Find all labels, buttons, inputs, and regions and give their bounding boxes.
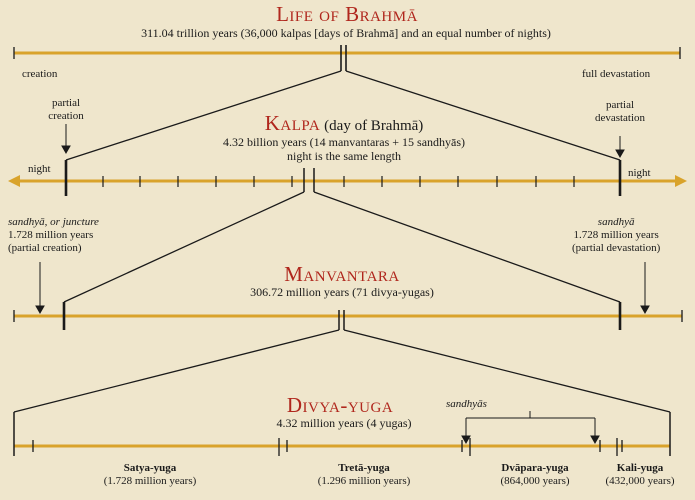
night-label-left: night — [28, 163, 51, 175]
kalpa-title: Kalpa — [264, 111, 321, 135]
creation-label: creation — [22, 68, 58, 80]
manvantara-duration: 306.72 million years (71 divya-yugas) — [250, 285, 434, 299]
manvantara-timeline — [14, 302, 682, 330]
arrow-head-icon — [591, 436, 599, 443]
partial-devastation-label: partial devastation — [594, 99, 646, 124]
kalpa-title-suffix: (day of Brahmā) — [324, 118, 424, 134]
full-devastation-label: full devastation — [582, 68, 651, 80]
sandhya-right-label: sandhyā 1.728 million years (partial devastation) — [572, 216, 661, 254]
manvantara-title: Manvantara — [284, 262, 400, 286]
kalpa-duration: 4.32 billion years (14 manvantaras + 15 sandhyās) — [222, 135, 466, 149]
partial-creation-label: partial creation — [48, 97, 84, 122]
kalpa-timeline — [8, 160, 687, 196]
yuga-satya: Satya-yuga (1.728 million years) — [103, 462, 197, 487]
arrow-head-icon — [641, 306, 649, 313]
sandhyas-label: sandhyās — [446, 398, 487, 410]
brahma-subtitle: 311.04 trillion years (36,000 kalpas [days of Brahmā] and an equal number of nights) — [141, 26, 551, 40]
yuga-treta: Tretā-yuga (1.296 million years) — [317, 462, 411, 487]
divya-yuga-title: Divya-yuga — [286, 393, 394, 417]
arrow-head-icon — [62, 146, 70, 153]
arrow-head-icon — [462, 436, 470, 443]
yuga-kali: Kali-yuga (432,000 years) — [605, 462, 675, 487]
arrow-head-icon — [616, 150, 624, 157]
divya-yuga-duration: 4.32 million years (4 yugas) — [276, 416, 412, 430]
yuga-dvapara: Dvāpara-yuga (864,000 years) — [500, 462, 570, 487]
night-label-right: night — [628, 167, 651, 179]
sandhya-left-label: sandhyā, or juncture 1.728 million years (partial creation) — [8, 216, 99, 254]
brahma-title: Life of Brahmā — [276, 2, 418, 26]
kalpa-heading — [265, 111, 424, 136]
arrow-head-icon — [36, 306, 44, 313]
sandhyas-bracket — [462, 411, 599, 443]
arrow-left-icon — [8, 175, 20, 187]
arrow-right-icon — [675, 175, 687, 187]
kalpa-night-note: night is the same length — [287, 149, 401, 163]
brahma-timeline — [14, 45, 680, 71]
